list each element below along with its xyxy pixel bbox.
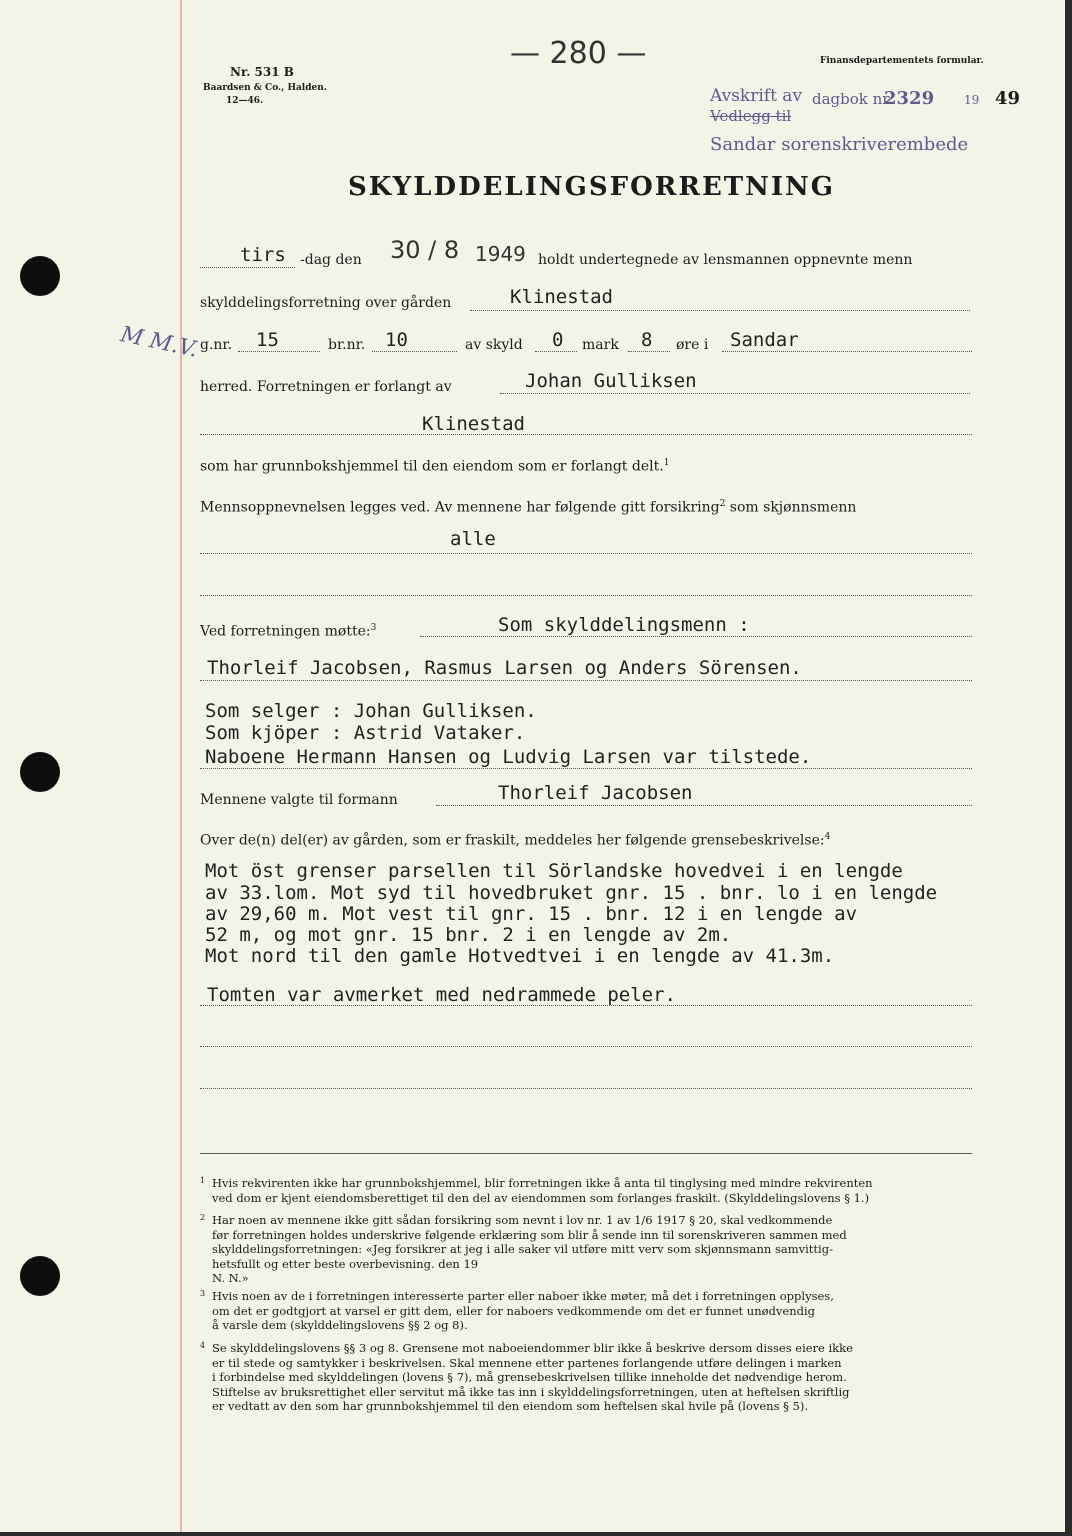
grense-line-1: Mot öst grenser parsellen til Sörlandske hovedvei i en lengde (205, 860, 903, 882)
label-requested: herred. Forretningen er forlangt av (200, 379, 452, 395)
footnote-3: 3 Hvis noen av de i forretningen interesserte parter eller naboer ikke møter, må det i forretningen opplyses, om det er godtgjort at varsel er gitt dem, eller for naboers vedkommende om det er funnet unødvendig å varsle dem (skylddelingslovens §§ 2 og 8). (200, 1289, 834, 1332)
year-prefix: 19 (964, 93, 980, 107)
year-suffix: 49 (995, 88, 1021, 109)
field-farm: Klinestad (510, 286, 613, 308)
ministry-form: Finansdepartementets formular. (820, 56, 984, 66)
label-hjemmel: som har grunnbokshjemmel til den eiendom som er forlangt delt.$^1$ (200, 458, 670, 475)
punch-hole (20, 1256, 60, 1296)
grense-line-5: Mot nord til den gamle Hotvedtvei i en lengde av 41.3m. (205, 945, 835, 967)
printer: Baardsen & Co., Halden. (203, 83, 327, 93)
office-stamp: Sandar sorenskriverembede (710, 134, 969, 155)
grense-line-3: av 29,60 m. Mot vest til gnr. 15 . bnr. 12 i en lengde av (205, 903, 858, 925)
field-gnr: 15 (256, 329, 279, 351)
field-requester: Johan Gulliksen (525, 370, 697, 392)
dagbok-label: dagbok nr. (812, 90, 893, 108)
label-dag-den: -dag den (300, 252, 362, 268)
field-day: tirs (240, 244, 286, 266)
motte-line-1: Som skylddelingsmenn : (498, 614, 750, 636)
vedlegg-struck: Vedlegg til (710, 107, 792, 125)
field-requester-place: Klinestad (422, 413, 525, 435)
form-number: Nr. 531 B (230, 65, 294, 79)
field-formann: Thorleif Jacobsen (498, 782, 693, 804)
avskrift-stamp: Avskrift av (710, 86, 803, 106)
margin-line (180, 0, 182, 1532)
field-date: 30 / 8 (390, 236, 460, 264)
label-intro-rest: holdt undertegnede av lensmannen oppnevnte menn (538, 252, 913, 268)
motte-line-3: Som selger : Johan Gulliksen. (205, 700, 537, 722)
footnote-2: 2 Har noen av mennene ikke gitt sådan forsikring som nevnt i lov nr. 1 av 1/6 1917 § 20, skal vedkommende før forretningen holdes underskrive følgende erklæring som blir å sende inn til sorenskriveren sammen med skylddelingsforretningen: «Jeg forsikrer at jeg i alle saker vil utføre mitt verv som skjønnsmann samvittig- hetsfullt og etter beste overbevisning. den 19 N. N.» (200, 1213, 847, 1285)
field-brnr: 10 (385, 329, 408, 351)
footnote-4: 4 Se skylddelingslovens §§ 3 og 8. Grensene mot naboeiendommer blir ikke å beskrive dersom disses eiere ikke er til stede og samtykker i beskrivelsen. Skal mennene etter partenes forlangende utføre delingen i marken i forbindelse med skylddelingen (lovens § 7), må grensebeskrivelsen tillike inneholde det nødvendige herom. Stiftelse av bruksrettighet eller servitut må ikke tas inn i skylddelingsforretningen, uten at heftelsen skriftlig er vedtatt av den som har grunnbokshjemmel til den eiendom som heftelsen skal hvile på (lovens § 5). (200, 1341, 853, 1413)
label-grense: Over de(n) del(er) av gården, som er fraskilt, meddeles her følgende grensebeskrivelse:$^4$ (200, 832, 831, 849)
margin-note: M M.V. (118, 322, 200, 363)
motte-line-2: Thorleif Jacobsen, Rasmus Larsen og Anders Sörensen. (207, 657, 802, 679)
motte-line-5: Naboene Hermann Hansen og Ludvig Larsen var tilstede. (205, 746, 812, 768)
label-motte: Ved forretningen møtte:$^3$ (200, 623, 377, 640)
label-skyld: av skyld (465, 337, 523, 353)
grense-line-2: av 33.lom. Mot syd til hovedbruket gnr. 15 . bnr. lo i en lengde (205, 882, 938, 904)
motte-line-4: Som kjöper : Astrid Vataker. (205, 722, 526, 744)
label-ore: øre i (676, 337, 709, 353)
page-mark: — 280 — (510, 36, 647, 71)
punch-hole (20, 256, 60, 296)
field-forsikring-who: alle (450, 528, 496, 550)
label-forsikring: Mennsoppnevnelsen legges ved. Av mennene har følgende gitt forsikring$^2$ som skjønnsmenn (200, 499, 857, 516)
label-gnr: g.nr. (200, 337, 233, 353)
print-date: 12—46. (226, 96, 264, 106)
punch-hole (20, 752, 60, 792)
field-mark: 0 (552, 329, 564, 351)
field-ore: 8 (641, 329, 653, 351)
label-brnr: br.nr. (328, 337, 366, 353)
dagbok-number: 2329 (884, 88, 935, 109)
document-title: SKYLDDELINGSFORRETNING (348, 172, 836, 202)
footnote-1: 1 Hvis rekvirenten ikke har grunnbokshjemmel, blir forretningen ikke å anta til tinglysing med mindre rekvirenten ved dom er kjent eiendomsberettiget til den del av eiendommen som forlanges fraskilt. (Skylddelingslovens § 1.) (200, 1176, 873, 1205)
label-formann: Mennene valgte til formann (200, 792, 398, 808)
label-mark: mark (582, 337, 619, 353)
field-year: 1949 (475, 242, 526, 266)
field-municipality: Sandar (730, 329, 799, 351)
label-over-garden: skylddelingsforretning over gården (200, 295, 452, 311)
tomten-line: Tomten var avmerket med nedrammede peler. (207, 984, 676, 1006)
grense-line-4: 52 m, og mot gnr. 15 bnr. 2 i en lengde av 2m. (205, 924, 732, 946)
